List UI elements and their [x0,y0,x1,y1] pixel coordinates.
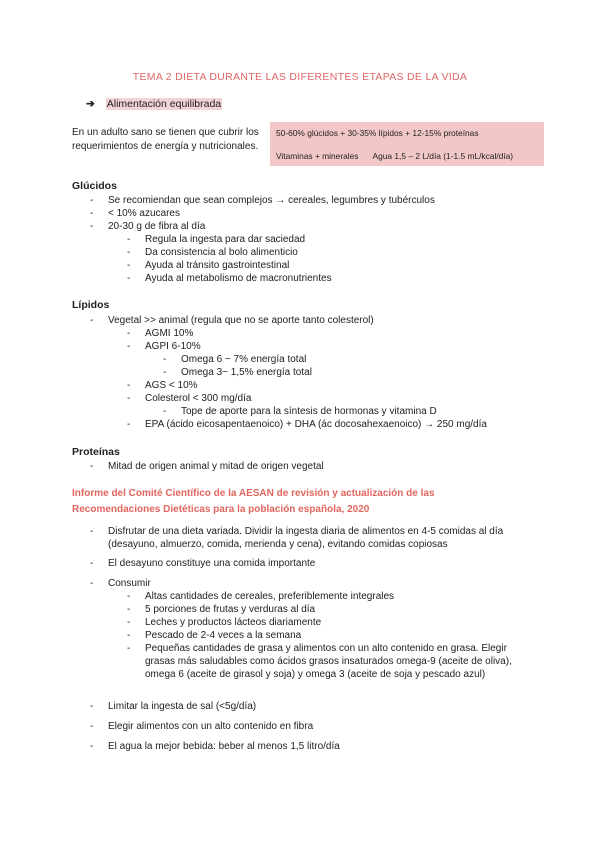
list-item: - Regula la ingesta para dar saciedad [127,234,306,245]
heading-proteinas: Proteínas [72,446,120,458]
vitaminas-text: Vitaminas + minerales [276,151,359,161]
informe-title: Informe del Comité Científico de la AESAN de revisión y actualización de las Recomendaciones Dietéticas para la población española, 2020 [72,488,435,515]
list-item: - Da consistencia al bolo alimenticio [127,247,298,258]
list-item: - Disfrutar de una dieta variada. Dividir la ingesta diaria de alimentos en 4-5 comidas al día (desayuno, almuerzo, comida, merienda y cena), evitando comidas copiosas [90,526,504,550]
list-item: - EPA (ácido eicosapentaenoico) + DHA (ác docosahexaenoico) → 250 mg/día [127,419,487,430]
list-item: - Omega 3~ 1,5% energía total [163,367,312,378]
macronutrient-distribution: 50-60% glúcidos + 30-35% lípidos + 12-15% proteínas [276,128,479,138]
list-item: - Ayuda al metabolismo de macronutrientes [127,273,332,284]
agua-text: Agua 1,5 – 2 L/día (1-1.5 mL/kcal/día) [372,151,514,161]
list-item: - Mitad de origen animal y mitad de origen vegetal [90,461,324,472]
list-item: - Limitar la ingesta de sal (<5g/día) [90,701,257,712]
list-item: - Altas cantidades de cereales, preferiblemente integrales [127,591,395,602]
micronutrient-water-row [276,151,513,161]
list-item: - 5 porciones de frutas y verduras al día [127,604,316,615]
list-item: - Colesterol < 300 mg/día [127,393,252,404]
list-item: - El desayuno constituye una comida importante [90,558,316,569]
list-item: - Pequeñas cantidades de grasa y alimentos con un alto contenido en grasa. Elegir grasas más saludables como ácidos grasos insaturados omega-9 (aceite de oliva), omega 6 (aceite de girasol y soja) y omega 3 (aceite de soja y pescado azul) [127,643,512,680]
list-item: - Se recomiendan que sean complejos → cereales, legumbres y tubérculos [90,195,435,206]
alimentacion-label: Alimentación equilibrada [106,98,222,110]
arrow-icon: ➔ [86,98,95,110]
list-item: - Ayuda al tránsito gastrointestinal [127,260,290,271]
list-item: - Tope de aporte para la síntesis de hormonas y vitamina D [163,406,437,417]
heading-glucidos: Glúcidos [72,180,117,192]
heading-lipidos: Lípidos [72,299,110,311]
section-alimentacion [86,98,222,110]
page-title: TEMA 2 DIETA DURANTE LAS DIFERENTES ETAPAS DE LA VIDA [132,71,468,83]
list-item: - < 10% azucares [90,208,180,219]
list-item: - AGMI 10% [127,328,194,339]
list-item: - El agua la mejor bebida: beber al menos 1,5 litro/día [90,741,340,752]
nutrient-summary-box [270,122,544,166]
intro-text: En un adulto sano se tienen que cubrir los requerimientos de energía y nutricionales. [72,127,259,152]
list-item: - AGS < 10% [127,380,198,391]
list-item: - Vegetal >> animal (regula que no se aporte tanto colesterol) [90,315,374,326]
list-item: - Elegir alimentos con un alto contenido en fibra [90,721,314,732]
list-item: - Leches y productos lácteos diariamente [127,617,322,628]
list-item: - Consumir [90,578,151,589]
list-item: - 20-30 g de fibra al día [90,221,206,232]
list-item: - Omega 6 ~ 7% energía total [163,354,307,365]
list-item: - Pescado de 2-4 veces a la semana [127,630,302,641]
list-item: - AGPI 6-10% [127,341,201,352]
